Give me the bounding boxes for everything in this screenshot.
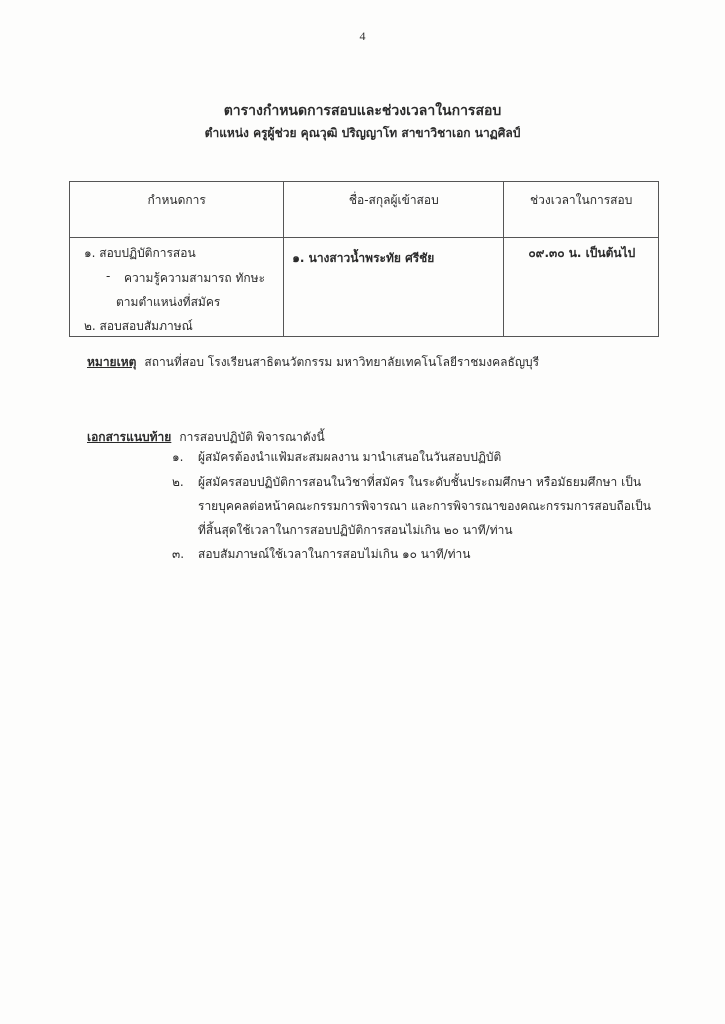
candidate-name: ๑. นางสาวน้ำพระทัย ศรีชัย (292, 251, 435, 265)
cell-schedule (70, 238, 284, 337)
list-item-number: ๑. (172, 450, 184, 464)
note (87, 353, 539, 372)
note-text: สถานที่สอบ โรงเรียนสาธิตนวัตกรรม มหาวิทยาลัยเทคโนโลยีราชมงคลธัญบุรี (144, 355, 540, 369)
list-item: ผู้สมัครต้องนำแฟ้มสะสมผลงาน มานำเสนอในวันสอบปฏิบัติ (198, 450, 502, 464)
attachment-intro: การสอบปฏิบัติ พิจารณาดังนี้ (179, 430, 325, 444)
cell-candidate (284, 238, 504, 337)
header-schedule: กำหนดการ (70, 182, 284, 238)
schedule-item-practical: ๑. สอบปฏิบัติการสอน (84, 246, 196, 260)
list-item: ผู้สมัครสอบปฏิบัติการสอนในวิชาที่สมัคร ในระดับชั้นประถมศึกษา หรือมัธยมศึกษา เป็น (198, 475, 642, 489)
attachment-heading (87, 428, 325, 447)
list-item-continuation: ที่สิ้นสุดใช้เวลาในการสอบปฏิบัติการสอนไม่เกิน ๒๐ นาที/ท่าน (198, 523, 513, 537)
page-title: ตารางกำหนดการสอบและช่วงเวลาในการสอบ (223, 103, 502, 119)
note-label: หมายเหตุ (87, 355, 137, 369)
list-item: สอบสัมภาษณ์ใช้เวลาในการสอบไม่เกิน ๑๐ นาที/ท่าน (198, 547, 471, 561)
list-item-continuation: รายบุคคลต่อหน้าคณะกรรมการพิจารณา และการพิจารณาของคณะกรรมการสอบถือเป็น (198, 499, 651, 513)
header-candidate: ชื่อ-สกุลผู้เข้าสอบ (284, 182, 504, 238)
page-number: 4 (359, 29, 366, 43)
exam-time: ๐๙.๓๐ น. เป็นต้นไป (528, 246, 636, 260)
cell-time (504, 238, 659, 337)
table-row (70, 238, 659, 337)
list-item-number: ๓. (172, 547, 185, 561)
attachment-label: เอกสารแนบท้าย (87, 430, 172, 444)
schedule-sub-line-2: ตามตำแหน่งที่สมัคร (116, 295, 221, 309)
schedule-table (69, 181, 659, 337)
table-header-row (70, 182, 659, 238)
schedule-item-interview: ๒. สอบสอบสัมภาษณ์ (84, 319, 193, 333)
page-subtitle: ตำแหน่ง ครูผู้ช่วย คุณวุฒิ ปริญญาโท สาขาวิชาเอก นาฏศิลป์ (204, 126, 521, 140)
header-time: ช่วงเวลาในการสอบ (504, 182, 659, 238)
list-item-number: ๒. (172, 475, 184, 489)
schedule-sub-line-1: ความรู้ความสามารถ ทักษะ (124, 271, 266, 285)
schedule-sub-bullet: - (106, 269, 111, 283)
